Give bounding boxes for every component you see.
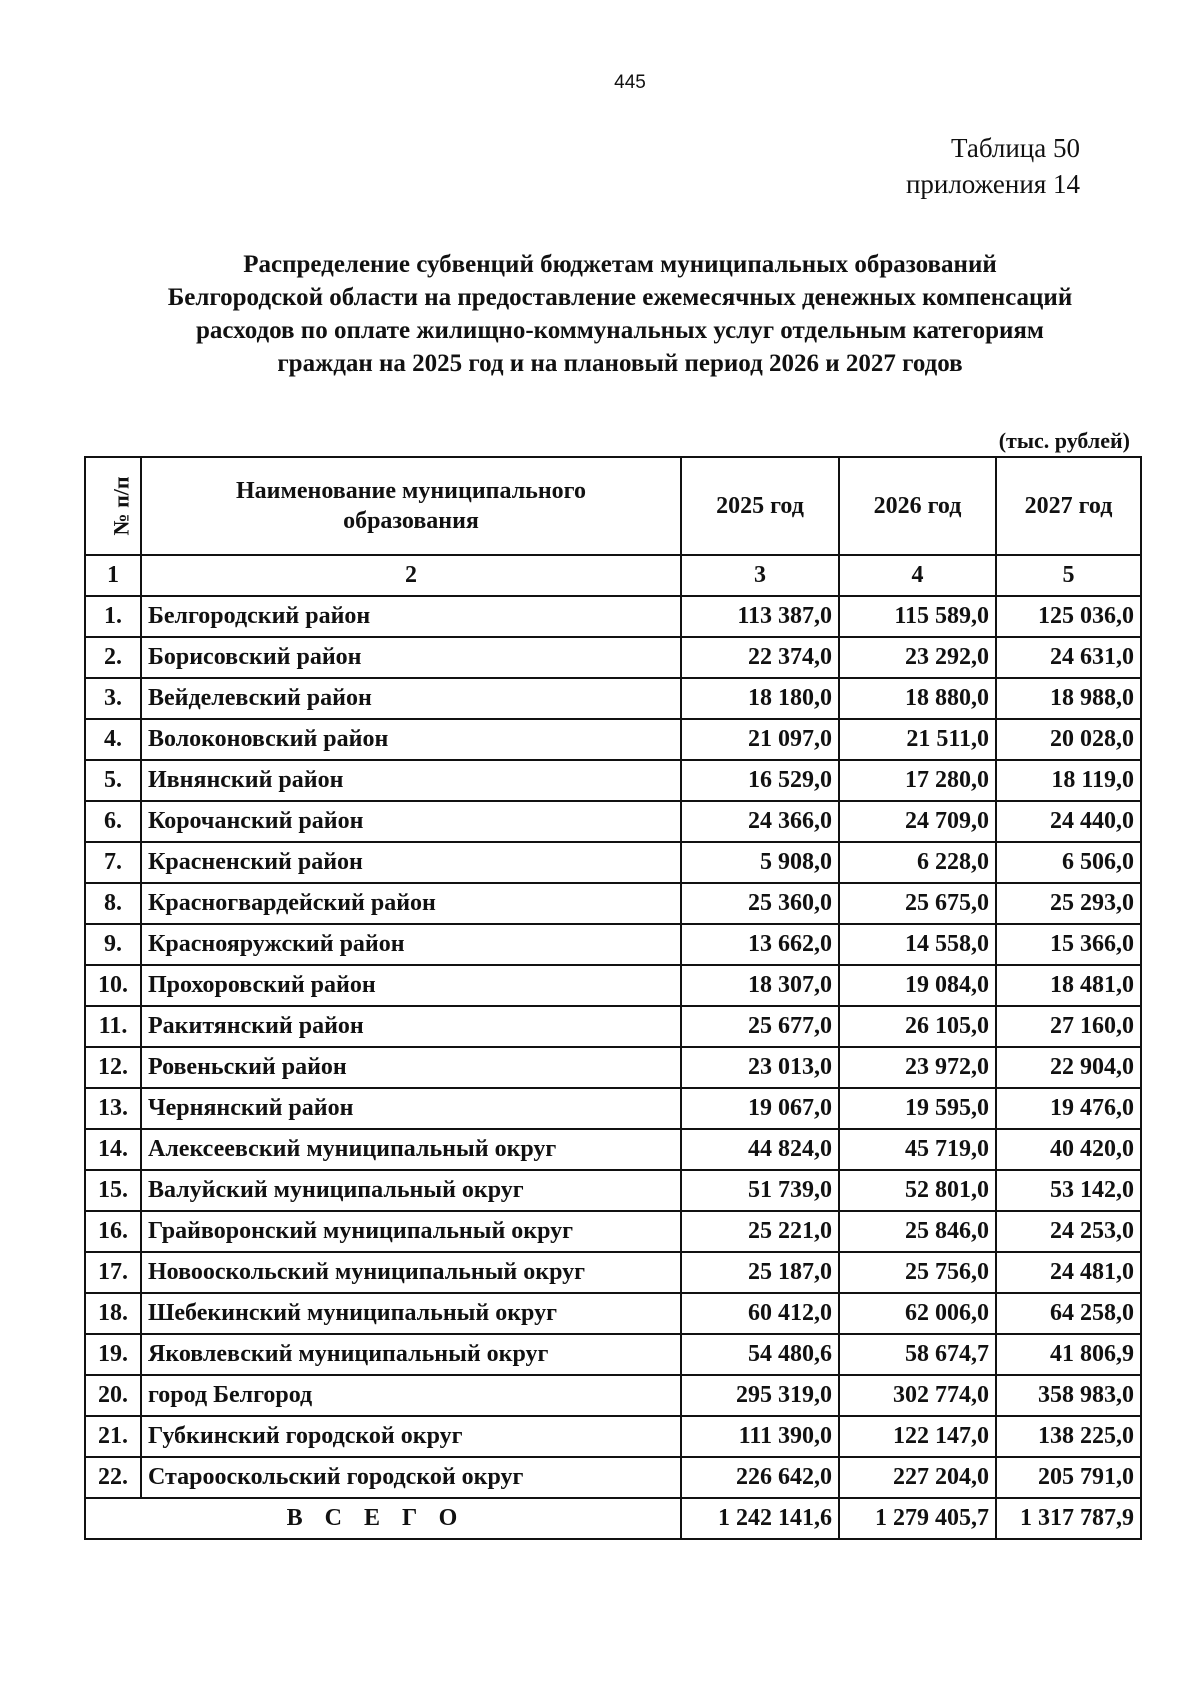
value-2027: 24 253,0	[996, 1211, 1141, 1252]
value-2026: 52 801,0	[839, 1170, 996, 1211]
header-name-line: Наименование муниципального	[236, 478, 586, 504]
value-2027: 205 791,0	[996, 1457, 1141, 1498]
value-2026: 19 084,0	[839, 965, 996, 1006]
municipality-name: Грайворонский муниципальный округ	[141, 1211, 681, 1252]
row-number: 9.	[85, 924, 141, 965]
table-row	[85, 1129, 1141, 1170]
table-number: Таблица 50	[951, 133, 1080, 163]
column-number: 5	[996, 555, 1141, 596]
table-row	[85, 883, 1141, 924]
table-row	[85, 1416, 1141, 1457]
row-number: 5.	[85, 760, 141, 801]
header-name	[141, 457, 681, 555]
column-number-row	[85, 555, 1141, 596]
column-number: 1	[85, 555, 141, 596]
value-2026: 302 774,0	[839, 1375, 996, 1416]
value-2027: 18 119,0	[996, 760, 1141, 801]
municipality-name: Валуйский муниципальный округ	[141, 1170, 681, 1211]
row-number: 21.	[85, 1416, 141, 1457]
title-line: Распределение субвенций бюджетам муниципальных образований	[243, 251, 997, 278]
table-row	[85, 678, 1141, 719]
municipality-name: Краснояружский район	[141, 924, 681, 965]
row-number: 2.	[85, 637, 141, 678]
value-2025: 21 097,0	[681, 719, 839, 760]
row-number: 7.	[85, 842, 141, 883]
value-2025: 13 662,0	[681, 924, 839, 965]
municipality-name: Красногвардейский район	[141, 883, 681, 924]
municipality-name: Ивнянский район	[141, 760, 681, 801]
column-number: 4	[839, 555, 996, 596]
value-2025: 44 824,0	[681, 1129, 839, 1170]
row-number: 17.	[85, 1252, 141, 1293]
total-label: ВСЕГО	[85, 1498, 681, 1539]
municipality-name: Прохоровский район	[141, 965, 681, 1006]
table-row	[85, 1457, 1141, 1498]
value-2026: 122 147,0	[839, 1416, 996, 1457]
municipality-name: Красненский район	[141, 842, 681, 883]
value-2026: 18 880,0	[839, 678, 996, 719]
municipality-name: Белгородский район	[141, 596, 681, 637]
value-2025: 51 739,0	[681, 1170, 839, 1211]
municipality-name: Ракитянский район	[141, 1006, 681, 1047]
table-row	[85, 1293, 1141, 1334]
value-2027: 24 481,0	[996, 1252, 1141, 1293]
value-2025: 18 307,0	[681, 965, 839, 1006]
municipality-name: Чернянский район	[141, 1088, 681, 1129]
row-number: 6.	[85, 801, 141, 842]
municipality-name: Старооскольский городской округ	[141, 1457, 681, 1498]
value-2027: 20 028,0	[996, 719, 1141, 760]
table-row	[85, 760, 1141, 801]
value-2025: 23 013,0	[681, 1047, 839, 1088]
value-2027: 53 142,0	[996, 1170, 1141, 1211]
title-line: граждан на 2025 год и на плановый период 2026 и 2027 годов	[277, 350, 963, 377]
table-row	[85, 1088, 1141, 1129]
row-number: 4.	[85, 719, 141, 760]
page-number: 445	[614, 72, 646, 93]
document-title	[90, 248, 1150, 380]
municipality-name: Борисовский район	[141, 637, 681, 678]
total-row	[85, 1498, 1141, 1539]
table-row	[85, 801, 1141, 842]
header-no-text: № п/п	[108, 476, 134, 536]
value-2027: 18 988,0	[996, 678, 1141, 719]
column-number: 2	[141, 555, 681, 596]
table-row	[85, 719, 1141, 760]
value-2026: 6 228,0	[839, 842, 996, 883]
row-number: 22.	[85, 1457, 141, 1498]
value-2025: 111 390,0	[681, 1416, 839, 1457]
value-2025: 25 360,0	[681, 883, 839, 924]
total-2027: 1 317 787,9	[996, 1498, 1141, 1539]
municipality-name: Волоконовский район	[141, 719, 681, 760]
value-2026: 19 595,0	[839, 1088, 996, 1129]
value-2025: 60 412,0	[681, 1293, 839, 1334]
subvention-table	[84, 456, 1142, 1540]
value-2025: 113 387,0	[681, 596, 839, 637]
value-2027: 41 806,9	[996, 1334, 1141, 1375]
appendix-number: приложения 14	[905, 169, 1080, 199]
value-2026: 227 204,0	[839, 1457, 996, 1498]
value-2027: 6 506,0	[996, 842, 1141, 883]
value-2027: 24 631,0	[996, 637, 1141, 678]
header-2025: 2025 год	[681, 457, 839, 555]
value-2025: 24 366,0	[681, 801, 839, 842]
value-2025: 18 180,0	[681, 678, 839, 719]
table-row	[85, 1006, 1141, 1047]
value-2026: 21 511,0	[839, 719, 996, 760]
value-2027: 125 036,0	[996, 596, 1141, 637]
municipality-name: город Белгород	[141, 1375, 681, 1416]
value-2025: 25 677,0	[681, 1006, 839, 1047]
total-2026: 1 279 405,7	[839, 1498, 996, 1539]
value-2025: 295 319,0	[681, 1375, 839, 1416]
row-number: 3.	[85, 678, 141, 719]
units-label: (тыс. рублей)	[998, 428, 1130, 453]
value-2027: 22 904,0	[996, 1047, 1141, 1088]
value-2027: 25 293,0	[996, 883, 1141, 924]
value-2027: 27 160,0	[996, 1006, 1141, 1047]
row-number: 8.	[85, 883, 141, 924]
header-no	[85, 457, 141, 555]
value-2025: 22 374,0	[681, 637, 839, 678]
table-row	[85, 637, 1141, 678]
table-row	[85, 965, 1141, 1006]
value-2027: 19 476,0	[996, 1088, 1141, 1129]
value-2026: 24 709,0	[839, 801, 996, 842]
title-line: Белгородской области на предоставление ежемесячных денежных компенсаций	[167, 284, 1073, 311]
header-2027: 2027 год	[996, 457, 1141, 555]
value-2026: 62 006,0	[839, 1293, 996, 1334]
value-2027: 40 420,0	[996, 1129, 1141, 1170]
value-2027: 24 440,0	[996, 801, 1141, 842]
column-number: 3	[681, 555, 839, 596]
header-name-line: образования	[343, 508, 479, 534]
value-2027: 138 225,0	[996, 1416, 1141, 1457]
value-2026: 58 674,7	[839, 1334, 996, 1375]
row-number: 13.	[85, 1088, 141, 1129]
row-number: 10.	[85, 965, 141, 1006]
table-row	[85, 1375, 1141, 1416]
municipality-name: Яковлевский муниципальный округ	[141, 1334, 681, 1375]
row-number: 1.	[85, 596, 141, 637]
value-2026: 26 105,0	[839, 1006, 996, 1047]
value-2027: 18 481,0	[996, 965, 1141, 1006]
value-2025: 19 067,0	[681, 1088, 839, 1129]
table-row	[85, 1170, 1141, 1211]
table-row	[85, 924, 1141, 965]
table-row	[85, 596, 1141, 637]
row-number: 11.	[85, 1006, 141, 1047]
title-line: расходов по оплате жилищно-коммунальных услуг отдельным категориям	[196, 317, 1044, 344]
value-2025: 5 908,0	[681, 842, 839, 883]
municipality-name: Губкинский городской округ	[141, 1416, 681, 1457]
header-row	[85, 457, 1141, 555]
value-2026: 23 292,0	[839, 637, 996, 678]
value-2026: 25 675,0	[839, 883, 996, 924]
municipality-name: Вейделевский район	[141, 678, 681, 719]
value-2026: 25 846,0	[839, 1211, 996, 1252]
header-2026: 2026 год	[839, 457, 996, 555]
total-2025: 1 242 141,6	[681, 1498, 839, 1539]
value-2025: 16 529,0	[681, 760, 839, 801]
municipality-name: Ровеньский район	[141, 1047, 681, 1088]
value-2026: 115 589,0	[839, 596, 996, 637]
municipality-name: Алексеевский муниципальный округ	[141, 1129, 681, 1170]
value-2025: 54 480,6	[681, 1334, 839, 1375]
table-row	[85, 1252, 1141, 1293]
municipality-name: Шебекинский муниципальный округ	[141, 1293, 681, 1334]
value-2025: 25 187,0	[681, 1252, 839, 1293]
value-2026: 25 756,0	[839, 1252, 996, 1293]
row-number: 18.	[85, 1293, 141, 1334]
value-2027: 358 983,0	[996, 1375, 1141, 1416]
row-number: 20.	[85, 1375, 141, 1416]
appendix-reference	[906, 130, 1080, 202]
row-number: 19.	[85, 1334, 141, 1375]
municipality-name: Новооскольский муниципальный округ	[141, 1252, 681, 1293]
row-number: 14.	[85, 1129, 141, 1170]
row-number: 15.	[85, 1170, 141, 1211]
value-2026: 14 558,0	[839, 924, 996, 965]
municipality-name: Корочанский район	[141, 801, 681, 842]
row-number: 16.	[85, 1211, 141, 1252]
table-row	[85, 1334, 1141, 1375]
value-2025: 226 642,0	[681, 1457, 839, 1498]
value-2025: 25 221,0	[681, 1211, 839, 1252]
table-row	[85, 842, 1141, 883]
table-row	[85, 1211, 1141, 1252]
table-row	[85, 1047, 1141, 1088]
value-2027: 15 366,0	[996, 924, 1141, 965]
value-2026: 45 719,0	[839, 1129, 996, 1170]
value-2026: 23 972,0	[839, 1047, 996, 1088]
table-body	[85, 596, 1141, 1498]
row-number: 12.	[85, 1047, 141, 1088]
value-2027: 64 258,0	[996, 1293, 1141, 1334]
value-2026: 17 280,0	[839, 760, 996, 801]
